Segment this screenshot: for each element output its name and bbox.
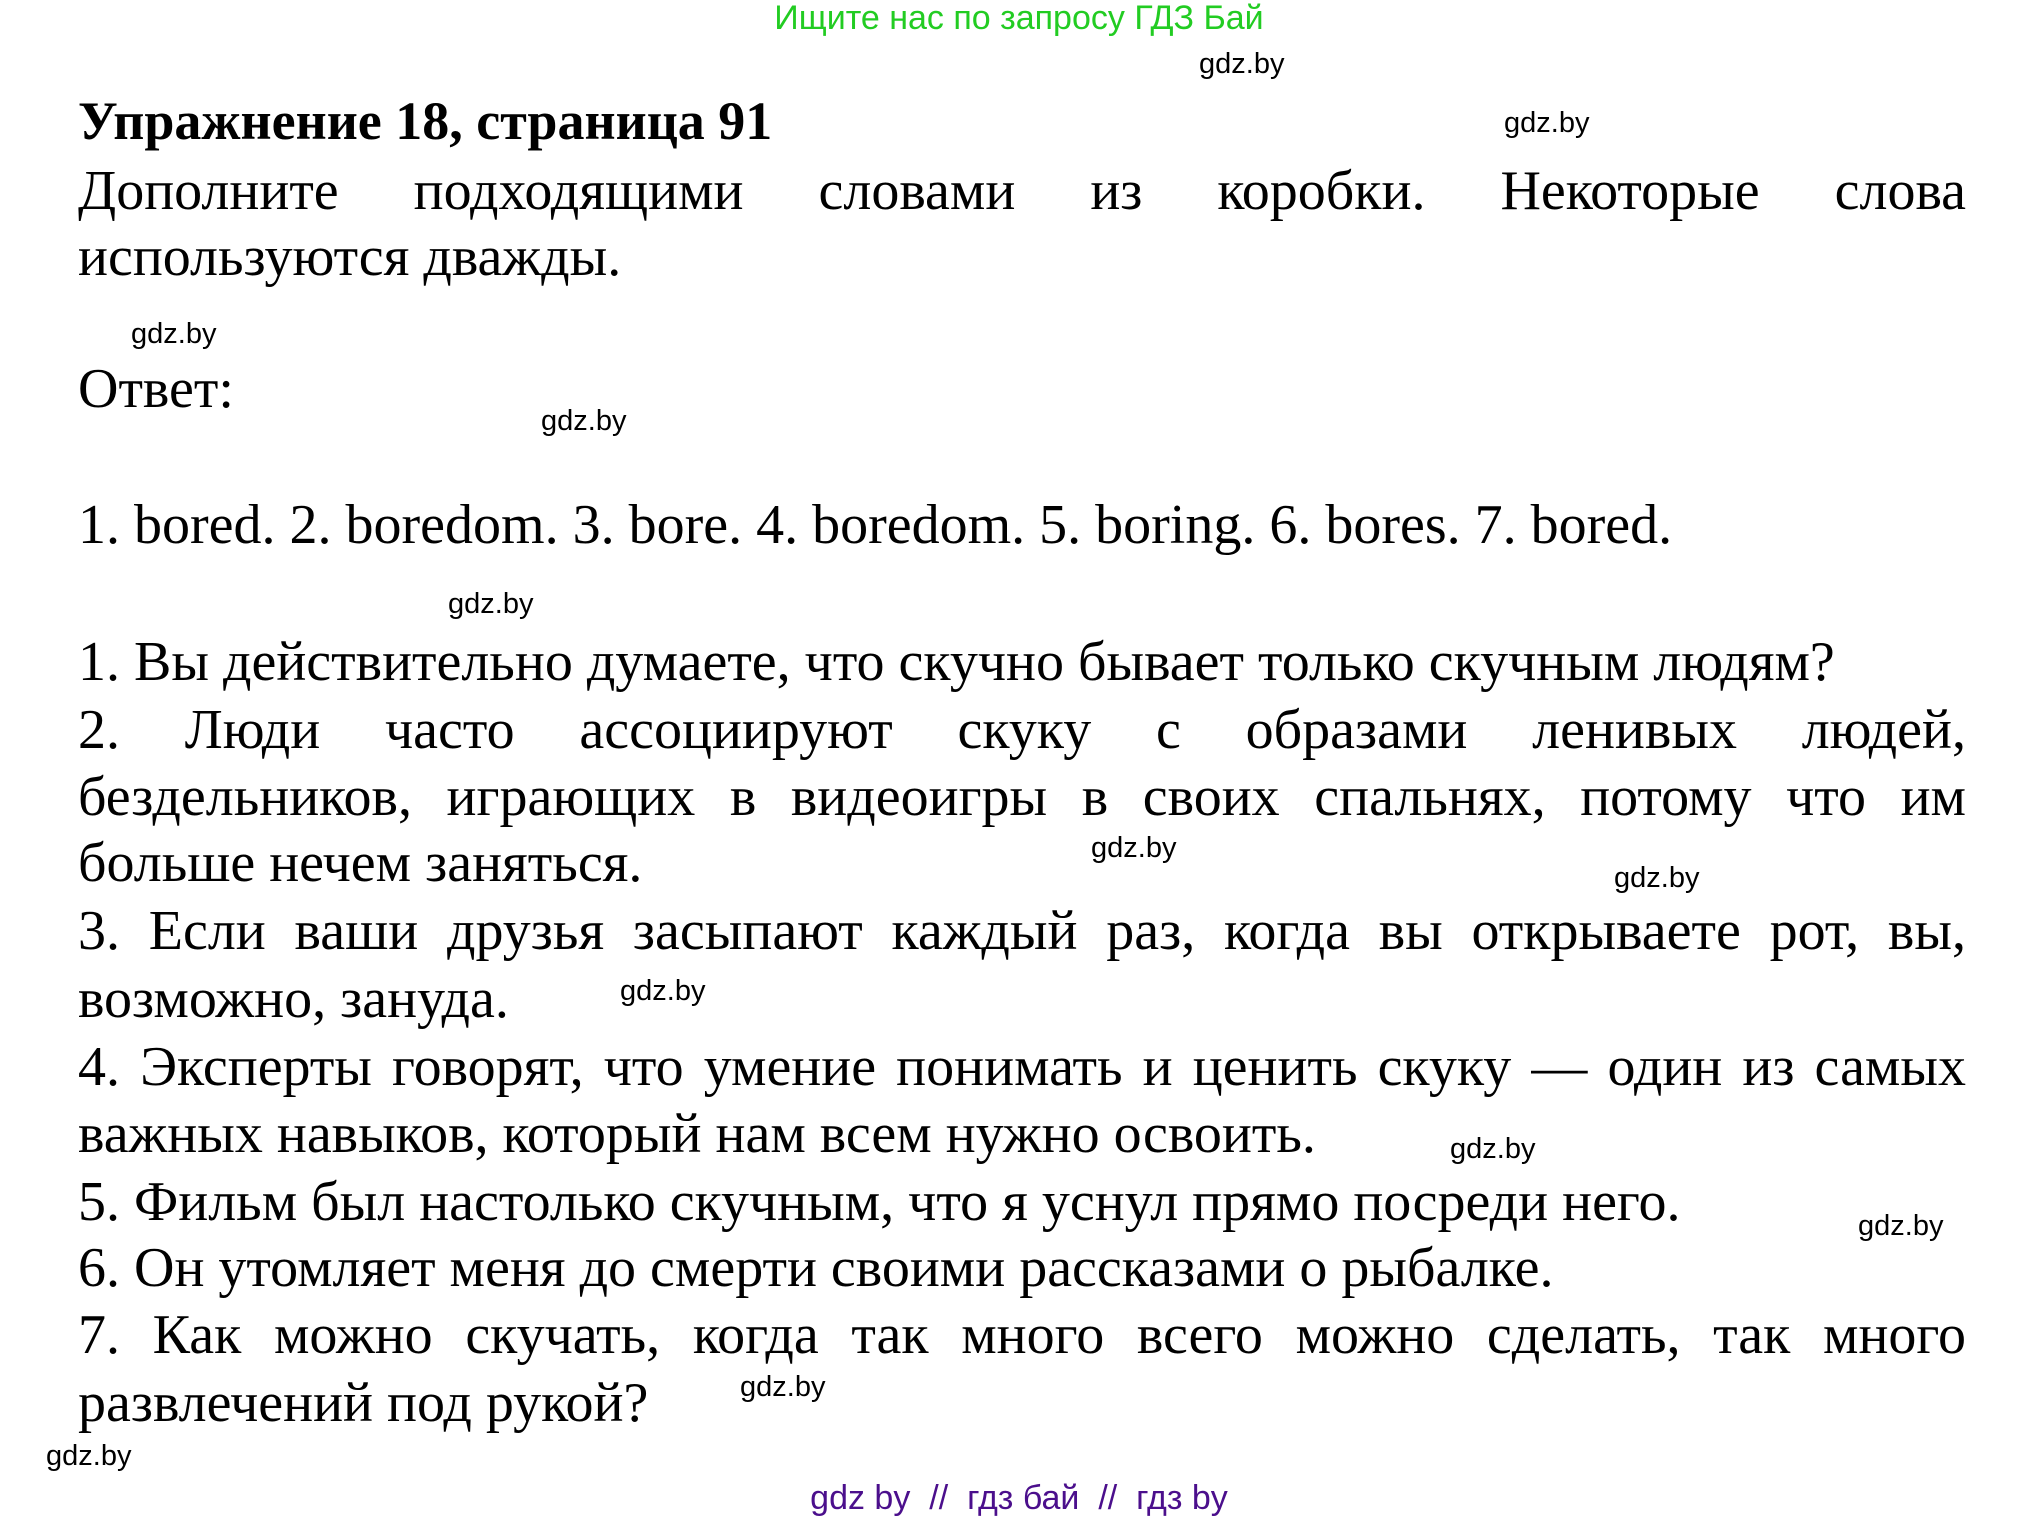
watermark: gdz.by xyxy=(448,588,534,620)
watermark: gdz.by xyxy=(740,1371,826,1403)
footer-separator: // xyxy=(1098,1479,1118,1517)
watermark: gdz.by xyxy=(46,1440,132,1472)
translation-line: 2. Люди часто ассоциируют скуку с образами ленивых людей, xyxy=(78,699,1966,761)
watermark: gdz.by xyxy=(1091,832,1177,864)
footer-links xyxy=(0,1480,2038,1516)
instruction-line: Дополните подходящими словами из коробки. Некоторые слова xyxy=(78,160,1966,222)
translation-line: 6. Он утомляет меня до смерти своими рассказами о рыбалке. xyxy=(78,1237,1554,1299)
page-title: Упражнение 18, страница 91 xyxy=(78,91,773,151)
translation-line: важных навыков, который нам всем нужно освоить. xyxy=(78,1103,1316,1165)
watermark: gdz.by xyxy=(1450,1133,1536,1165)
instruction-line: используются дважды. xyxy=(78,226,622,288)
translation-line: 1. Вы действительно думаете, что скучно бывает только скучным людям? xyxy=(78,631,1835,693)
watermark: gdz.by xyxy=(620,975,706,1007)
translation-line: возможно, зануда. xyxy=(78,968,509,1030)
watermark: gdz.by xyxy=(1858,1210,1944,1242)
translation-line: 4. Эксперты говорят, что умение понимать и ценить скуку — один из самых xyxy=(78,1036,1966,1098)
footer-link-gdz-bai[interactable]: гдз бай xyxy=(967,1479,1080,1517)
translation-line: развлечений под рукой? xyxy=(78,1372,649,1434)
watermark: gdz.by xyxy=(1199,48,1285,80)
translation-line: 5. Фильм был настолько скучным, что я уснул прямо посреди него. xyxy=(78,1171,1681,1233)
watermark: gdz.by xyxy=(541,405,627,437)
footer-separator: // xyxy=(929,1479,949,1517)
search-banner: Ищите нас по запросу ГДЗ Бай xyxy=(774,0,1264,37)
translation-line: 3. Если ваши друзья засыпают каждый раз, когда вы открываете рот, вы, xyxy=(78,900,1966,962)
answers-line: 1. bored. 2. boredom. 3. bore. 4. boredom. 5. boring. 6. bores. 7. bored. xyxy=(78,494,1673,556)
watermark: gdz.by xyxy=(131,318,217,350)
footer-link-gdz-by[interactable]: gdz by xyxy=(810,1479,911,1517)
translation-line: бездельников, играющих в видеоигры в своих спальнях, потому что им xyxy=(78,766,1966,828)
footer-link-gdz-by-cyr[interactable]: гдз by xyxy=(1136,1479,1228,1517)
answer-label: Ответ: xyxy=(78,358,234,420)
watermark: gdz.by xyxy=(1504,107,1590,139)
translation-line: больше нечем заняться. xyxy=(78,832,643,894)
translation-line: 7. Как можно скучать, когда так много всего можно сделать, так много xyxy=(78,1304,1966,1366)
watermark: gdz.by xyxy=(1614,862,1700,894)
